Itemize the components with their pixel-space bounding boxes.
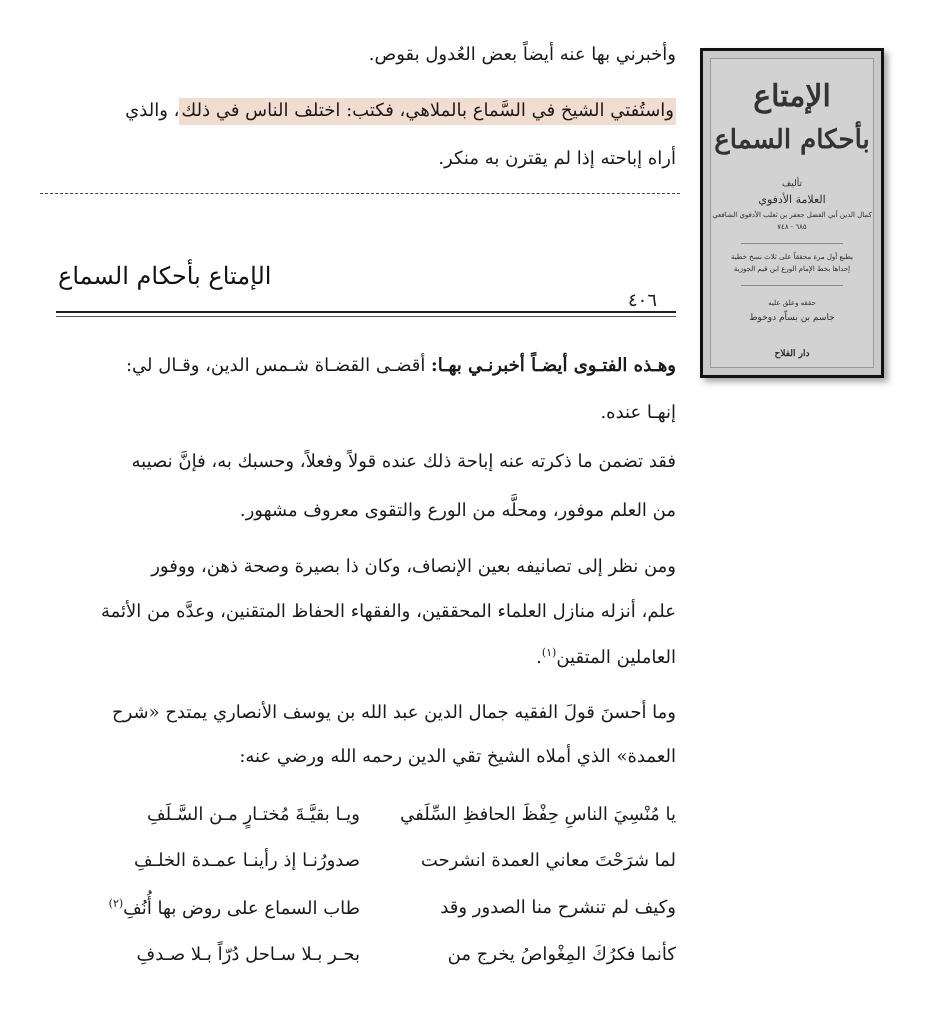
header-rule (56, 311, 676, 313)
header-rule-thin (56, 316, 676, 317)
running-title: الإمتاع بأحكام السماع (58, 262, 272, 290)
footnote-marker[interactable]: (١) (541, 646, 557, 659)
highlighted-text[interactable]: واستُفتي الشيخ في السَّماع بالملاهي، فكتب: اختلف الناس في ذلك (179, 98, 676, 125)
paragraph-line: من العلم موفور، ومحلَّه من الورع والتقوى معروف مشهور. (239, 500, 676, 521)
paragraph-line (536, 646, 676, 668)
paragraph-line: وما أحسنَ قولَ الفقيه جمال الدين عبد الله بن يوسف الأنصاري يمتدح «شرح (111, 702, 676, 723)
poem-verse-right: وكيف لم تنشرح منا الصدور وقد (440, 897, 676, 918)
cover-title: الإمتاع (753, 79, 831, 114)
paragraph-line: إنهـا عنده. (600, 402, 676, 423)
text-line: وأخبرني بها عنه أيضاً بعض العُدول بقوص. (368, 44, 676, 65)
book-cover-frame (710, 58, 874, 368)
text-fragment: العاملين المتقين (556, 647, 676, 668)
paragraph-line: العمدة» الذي أملاه الشيخ تقي الدين رحمه الله ورضي عنه: (239, 746, 676, 767)
cover-divider (741, 285, 843, 286)
cover-publisher: دار الفلاح (774, 349, 810, 359)
cover-divider (741, 243, 843, 244)
cover-author-name: العلامة الأدفوي (758, 193, 826, 206)
poem-verse-right: لما شرَحْتَ معاني العمدة انشرحت (420, 850, 676, 871)
page-number: ٤٠٦ (628, 290, 658, 311)
bold-text: وهـذه الفتـوى أيضـاً أخبرنـي بهـا: (431, 355, 676, 376)
text-fragment: أقضـى القضـاة شـمس الدين، وقـال لي: (125, 355, 432, 376)
page-break-divider (40, 193, 680, 194)
cover-author-full: كمال الدين أبي الفضل جعفر بن ثعلب الأدفوي الشافعي (712, 211, 872, 219)
paragraph-line: فقد تضمن ما ذكرته عنه إباحة ذلك عنده قولاً وفعلاً، وحسبك به، فإنَّ نصيبه (131, 451, 676, 472)
cover-title: بأحكام السماع (714, 125, 870, 155)
text-fragment: . (536, 647, 542, 668)
text-fragment: طاب السماع على روض بها أُنُفِ (123, 898, 360, 919)
text-line: أراه إباحته إذا لم يقترن به منكر. (438, 148, 676, 169)
book-cover-image (700, 48, 884, 378)
text-line (125, 100, 676, 121)
poem-verse-left: صدورُنـا إذ رأينـا عمـدة الخلـفِ (134, 850, 360, 871)
poem-verse-right: كأنما فكرُكَ المِغْواصُ يخرج من (447, 944, 676, 965)
cover-editor-name: جاسم بن بساّم دوخوط (749, 313, 835, 323)
text-fragment: ، والذي (125, 100, 180, 121)
paragraph-line: ومن نظر إلى تصانيفه بعين الإنصاف، وكان ذا بصيرة وصحة ذهن، ووفور (151, 556, 676, 577)
paragraph-line (126, 355, 676, 376)
poem-verse-left (60, 897, 360, 919)
cover-editor-label: حققه وعلق عليه (768, 299, 816, 307)
cover-edition-note: إحداها بخط الإمام الورع ابن قيم الجوزية (733, 265, 851, 273)
poem-verse-right: يا مُنْسِيَ الناسِ حِفْظَ الحافظِ السِّلَفي (400, 804, 676, 825)
cover-author-dates: ٦٨٥ - ٧٤٨ (777, 223, 807, 231)
paragraph-line: علم، أنزله منازل العلماء المحققين، والفقهاء الحفاظ المتقنين، وعدَّه من الأئمة (100, 601, 676, 622)
poem-verse-left: بحـر بـلا سـاحل دُرّاً بـلا صـدفِ (136, 944, 360, 965)
poem-verse-left: ويـا بقيَّـةَ مُختـارٍ مـن السَّـلَفِ (147, 804, 360, 825)
cover-author-label: تأليف (781, 179, 803, 189)
footnote-marker[interactable]: (٢) (108, 897, 124, 910)
cover-edition-note: يطبع أول مرة محققاً على ثلاث نسخ خطية (731, 253, 853, 261)
